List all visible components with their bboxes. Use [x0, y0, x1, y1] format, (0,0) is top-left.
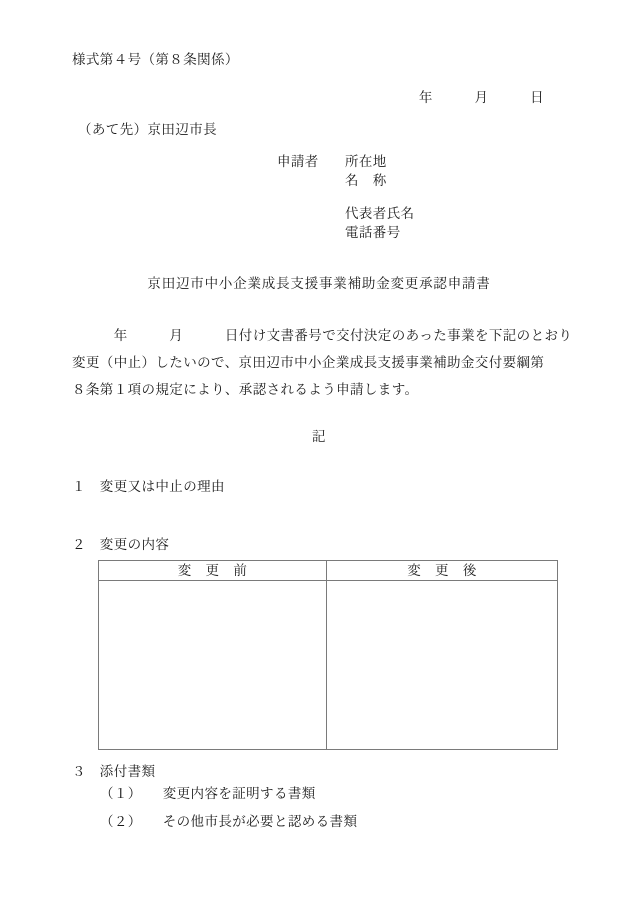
applicant-field-phone: 電話番号 [345, 225, 401, 240]
table-cell-after[interactable] [327, 581, 558, 750]
applicant-label-spacer [277, 171, 345, 190]
applicant-label: 申請者 [277, 154, 319, 169]
table-row [99, 581, 558, 750]
body-paragraph [72, 322, 573, 403]
table-cell-before[interactable] [99, 581, 327, 750]
table-header-before: 変 更 前 [99, 561, 327, 581]
applicant-field-location: 所在地 [345, 154, 387, 169]
applicant-label-spacer [277, 223, 345, 242]
applicant-field-name: 名 称 [345, 173, 387, 188]
applicant-row-phone [277, 223, 558, 242]
section-heading-3: ３ 添付書類 [72, 764, 156, 779]
applicant-row-representative [277, 204, 558, 223]
body-line-1: 年 月 日付け文書番号で交付決定のあった事業を下記のとおり [72, 328, 573, 343]
ki-marker: 記 [312, 429, 326, 444]
date-line: 年 月 日 [418, 90, 544, 105]
body-line-2: 変更（中止）したいので、京田辺市中小企業成長支援事業補助金交付要綱第 [72, 355, 545, 370]
table-header-row [99, 561, 558, 581]
applicant-row-location [277, 152, 558, 171]
change-content-table [98, 560, 558, 750]
applicant-block [72, 152, 558, 242]
section-heading-2: ２ 変更の内容 [72, 537, 170, 552]
applicant-block-gap [277, 190, 558, 204]
body-line-3: ８条第１項の規定により、承認されるよう申請します。 [72, 382, 419, 397]
addressee-line: （あて先）京田辺市長 [78, 122, 217, 137]
table-header-after: 変 更 後 [327, 561, 558, 581]
applicant-row-name [277, 171, 558, 190]
attachment-item-2: （２） その他市長が必要と認める書類 [100, 814, 358, 829]
document-title: 京田辺市中小企業成長支援事業補助金変更承認申請書 [147, 276, 491, 291]
applicant-field-representative: 代表者氏名 [345, 206, 415, 221]
form-number: 様式第４号（第８条関係） [72, 52, 239, 67]
applicant-label-spacer [277, 204, 345, 223]
section-heading-1: １ 変更又は中止の理由 [72, 479, 225, 494]
attachment-item-1: （１） 変更内容を証明する書類 [100, 786, 316, 801]
